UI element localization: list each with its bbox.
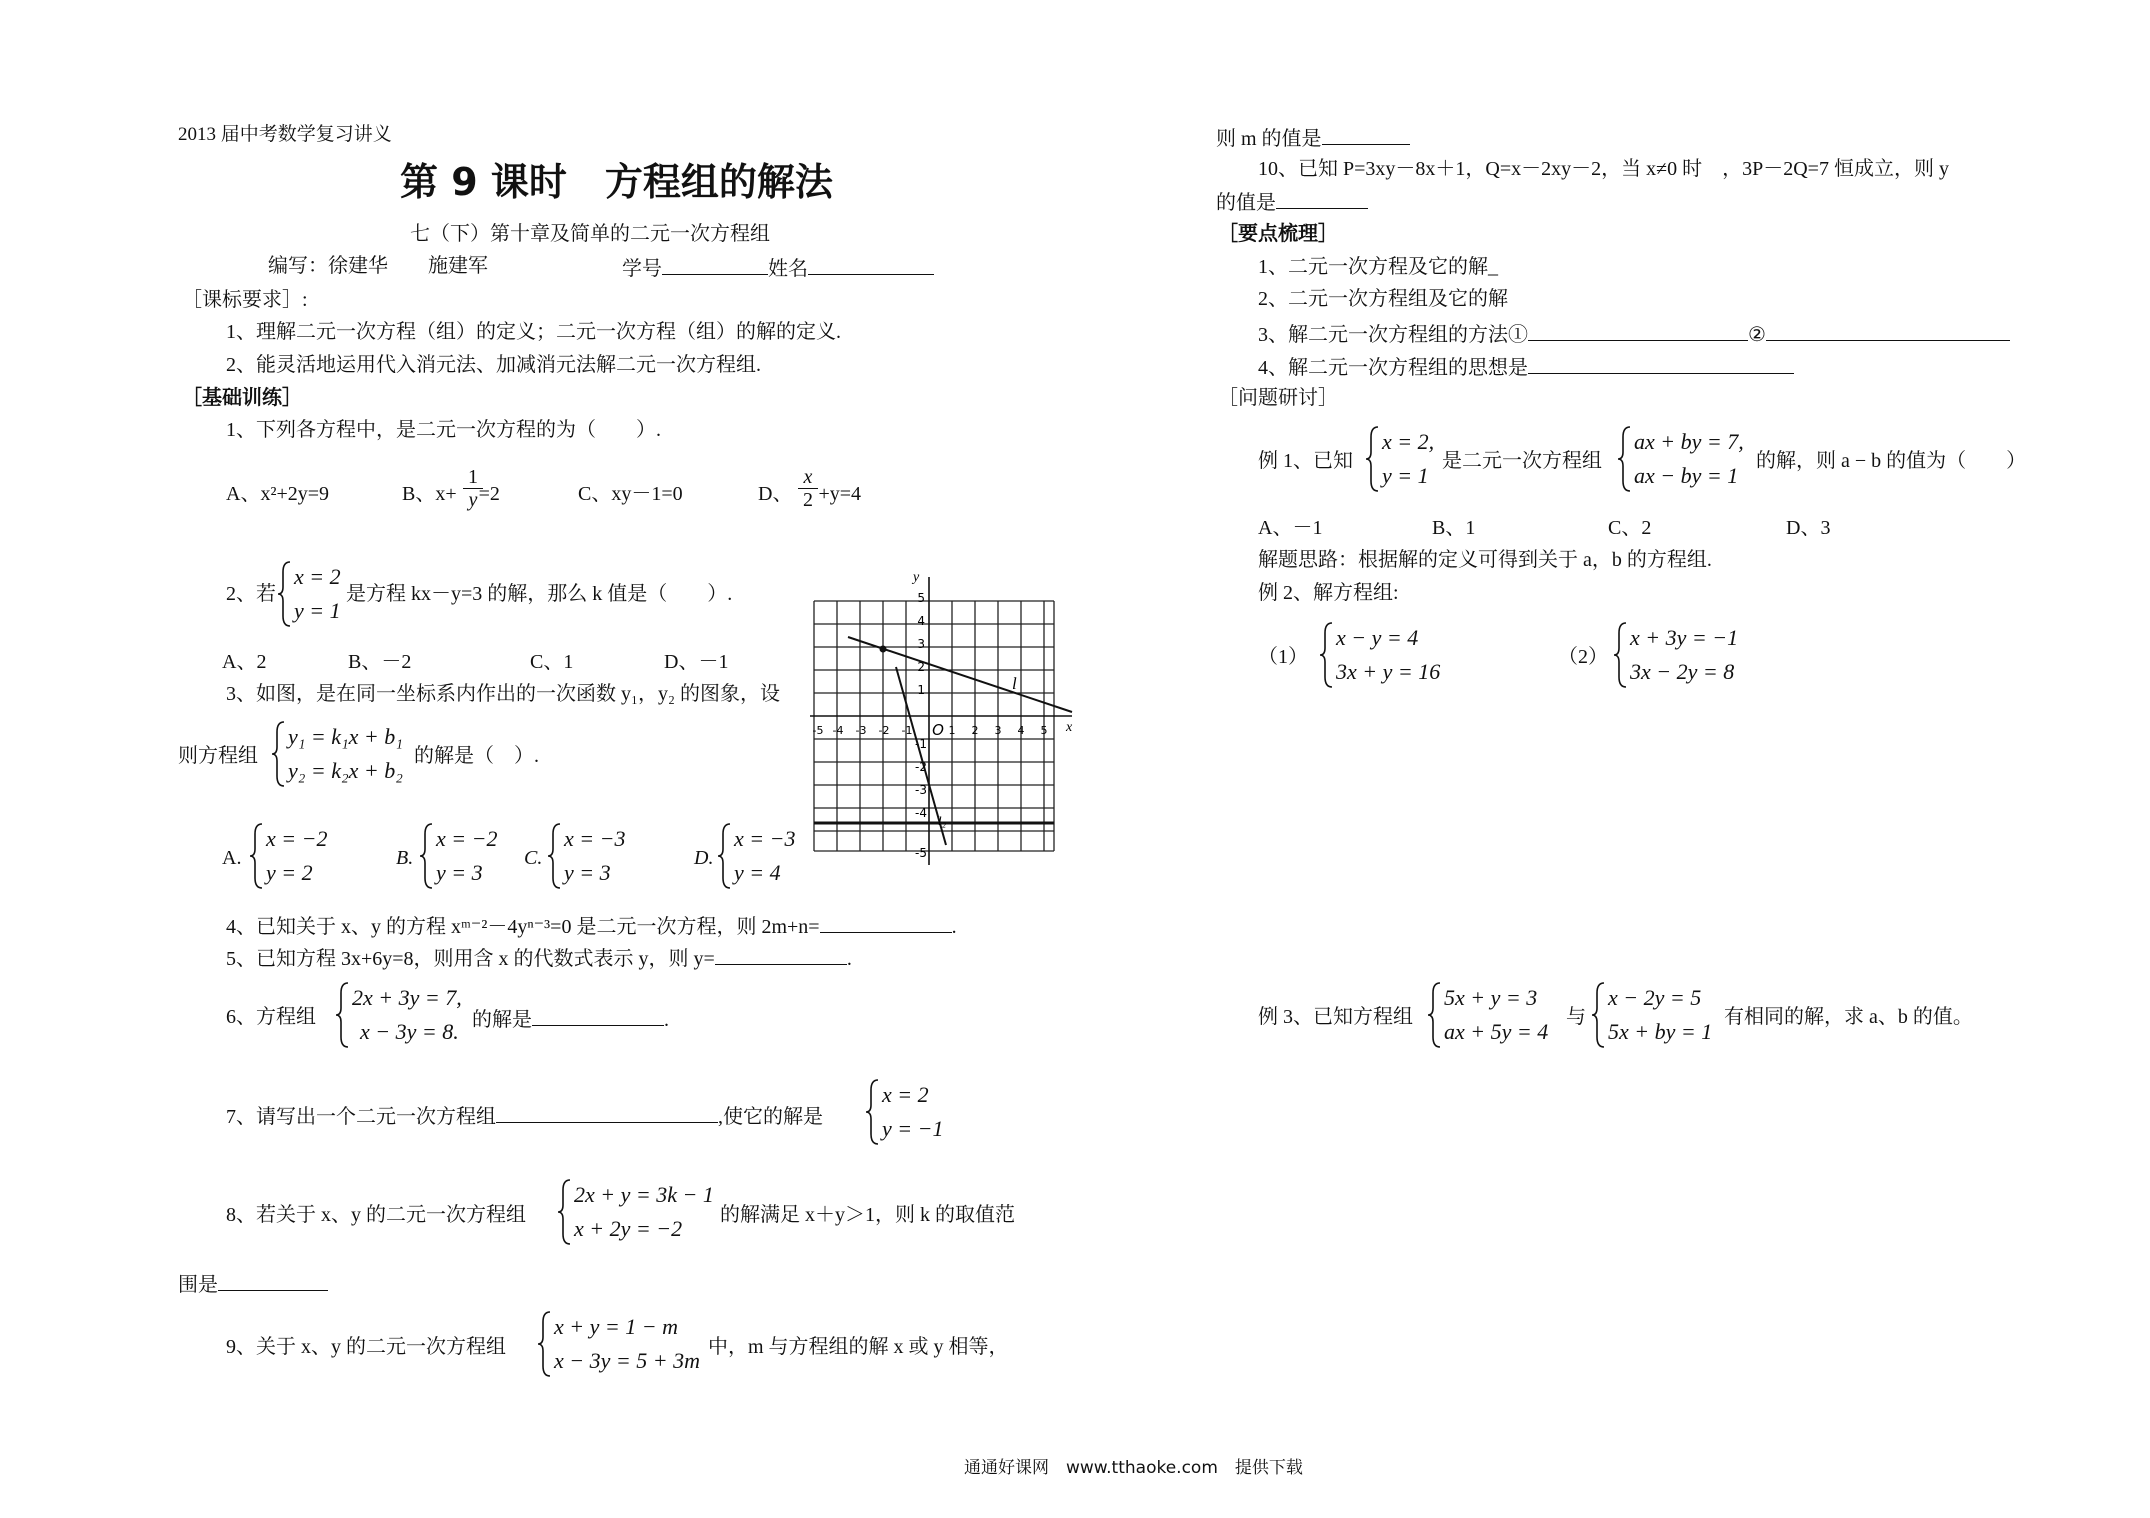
example-1-pre: 例 1、已知 (1258, 450, 1353, 472)
q4-period: . (951, 916, 957, 938)
q6-answer-blank[interactable] (532, 1005, 664, 1026)
ex1-option-c: C、2 (1608, 517, 1652, 539)
q7-answer-blank[interactable] (496, 1102, 718, 1123)
ex2-2-eq-2: 3x − 2y = 8 (1630, 659, 1735, 684)
q5-text: 5、已知方程 3x+6y=8，则用含 x 的代数式表示 y，则 y= (226, 948, 715, 970)
q9-eq-2: x − 3y = 5 + 3m (554, 1348, 700, 1373)
ex1-sys2-eq-2: ax − by = 1 (1634, 463, 1739, 488)
q1-d-fraction (798, 466, 818, 511)
q1-b-fraction (463, 466, 483, 511)
ex1-sys1-eq-1: x = 2, (1382, 429, 1435, 454)
point-3 (1258, 320, 2010, 347)
footer: 通通好课网 www.tthaoke.com 提供下载 (964, 1458, 1303, 1478)
question-9-pre: 9、关于 x、y 的二元一次方程组 (226, 1336, 506, 1358)
intersection-point (880, 646, 887, 653)
q9-continuation (1216, 124, 1410, 151)
x-tick: -1 (901, 724, 913, 737)
q3-d-eq-1: x = −3 (734, 826, 796, 851)
q2-option-c: C、1 (530, 651, 574, 673)
q5-answer-blank[interactable] (715, 944, 847, 965)
example-3-post: 有相同的解，求 a、b 的值。 (1724, 1006, 1973, 1028)
question-10-line2 (1216, 188, 1368, 215)
ex2-2-eq-1: x + 3y = −1 (1630, 625, 1739, 650)
example-2: 例 2、解方程组: (1258, 582, 1399, 604)
q4-text: 4、已知关于 x、y 的方程 xᵐ⁻²－4yⁿ⁻³=0 是二元一次方程，则 2m+n= (226, 916, 820, 938)
question-6-pre: 6、方程组 (226, 1006, 316, 1028)
q3-option-c-label: C. (524, 847, 543, 869)
y-axis-label: y (913, 570, 920, 585)
question-4 (226, 912, 957, 939)
q2-option-a: A、2 (222, 651, 267, 673)
q1-d-denominator: 2 (803, 489, 813, 511)
y-tick: 2 (917, 660, 925, 674)
q1-b-denominator: y (468, 489, 478, 511)
ex1-hint: 解题思路：根据解的定义可得到关于 a，b 的方程组. (1258, 549, 1712, 571)
ex3-system-2 (1590, 981, 1720, 1049)
student-id-blank[interactable] (662, 254, 768, 275)
ex3-sys1-eq-2: ax + 5y = 4 (1444, 1019, 1549, 1044)
q1-option-c: C、xy－1=0 (578, 483, 683, 505)
q1-d-post: +y=4 (818, 483, 862, 505)
q9-cont-text: 则 m 的值是 (1216, 128, 1322, 150)
question-3-pre: 则方程组 (178, 745, 258, 767)
q7-pre: 7、请写出一个二元一次方程组 (226, 1106, 496, 1128)
example-3-pre: 例 3、已知方程组 (1258, 1006, 1413, 1028)
example-1-post: 的解，则 a − b 的值为（ ） (1756, 450, 2027, 472)
ex2-system-1 (1318, 621, 1458, 689)
student-id-label: 学号 (622, 258, 662, 280)
q2-system (276, 560, 356, 628)
x-axis-label: x (1066, 720, 1073, 735)
q3-eq-1: y₁ = k₁x + b₁ (288, 724, 403, 749)
q3-option-d-label: D. (694, 847, 714, 869)
q3-option-d-system (716, 822, 816, 890)
q3-d-eq-2: y = 4 (734, 860, 781, 885)
q6-period: . (664, 1009, 669, 1031)
q8-answer-blank[interactable] (218, 1270, 328, 1291)
y-tick: -5 (915, 846, 927, 860)
point-3-blank-2[interactable] (1766, 320, 2010, 341)
q3-eq-2: y₂ = k₂x + b₂ (288, 758, 403, 783)
q3-a-eq-1: x = −2 (266, 826, 328, 851)
syllabus-item-2: 2、能灵活地运用代入消元法、加减消元法解二元一次方程组. (226, 354, 761, 376)
y-tick: -3 (915, 783, 927, 797)
q3-a-eq-2: y = 2 (266, 860, 313, 885)
ex2-system-2 (1612, 621, 1752, 689)
q1-b-post: =2 (478, 483, 500, 505)
q1-d-numerator: x (798, 466, 818, 489)
q2-option-b: B、－2 (348, 651, 412, 673)
points-heading: ［要点梳理］ (1218, 221, 1338, 245)
q7-eq-2: y = −1 (882, 1116, 944, 1141)
q5-period: . (846, 948, 852, 970)
point-3-circle-2: ② (1748, 324, 1766, 346)
x-tick: 2 (971, 724, 979, 737)
ex2-label-1: （1） (1258, 646, 1308, 668)
question-8-post: 的解满足 x＋y＞1，则 k 的取值范 (720, 1204, 1015, 1226)
q1-b-pre: B、x+ (402, 483, 457, 505)
question-5 (226, 944, 852, 971)
x-tick: -2 (878, 724, 890, 737)
name-label: 姓名 (768, 258, 808, 280)
question-2-pre: 2、若 (226, 583, 276, 605)
q3-option-c-system (546, 822, 646, 890)
ex1-sys2-eq-1: ax + by = 7, (1634, 429, 1744, 454)
q1-b-numerator: 1 (463, 466, 483, 489)
q8-line2-text: 围是 (178, 1274, 218, 1296)
q6-system (334, 981, 474, 1049)
q1-option-b (402, 482, 500, 506)
q7-post: ,使它的解是 (718, 1106, 823, 1128)
q2-eq-2: y = 1 (294, 598, 341, 623)
q8-eq-1: 2x + y = 3k − 1 (574, 1182, 714, 1207)
y-tick: -4 (915, 806, 927, 820)
ex1-option-b: B、1 (1432, 517, 1476, 539)
q6-eq-2: x − 3y = 8. (360, 1019, 459, 1044)
q10-line2-text: 的值是 (1216, 192, 1276, 214)
x-tick: -4 (832, 724, 844, 737)
y-tick: -1 (915, 737, 927, 751)
syllabus-heading: ［课标要求］: (182, 289, 308, 311)
point-3-blank-1[interactable] (1528, 320, 1748, 341)
subtitle: 七（下）第十章及简单的二元一次方程组 (410, 223, 770, 245)
question-3-post: 的解是（ ）. (414, 745, 539, 767)
point-4-text: 4、解二元一次方程组的思想是 (1258, 357, 1528, 379)
syllabus-item-1: 1、理解二元一次方程（组）的定义；二元一次方程（组）的解的定义. (226, 321, 841, 343)
y-tick: 5 (917, 591, 925, 605)
coordinate-graph (810, 565, 1080, 865)
q3-option-b-label: B. (396, 847, 414, 869)
header-text: 2013 届中考数学复习讲义 (178, 124, 392, 145)
x-tick-labels (813, 721, 1048, 739)
x-tick: 4 (1017, 724, 1025, 737)
q3-option-a-system (248, 822, 348, 890)
question-7 (226, 1102, 823, 1129)
ex2-1-eq-2: 3x + y = 16 (1336, 659, 1441, 684)
line-1-label: l (1012, 674, 1017, 693)
x-tick-origin: O (932, 721, 944, 739)
point-4-blank[interactable] (1528, 353, 1794, 374)
ex3-sys1-eq-1: 5x + y = 3 (1444, 985, 1538, 1010)
name-blank[interactable] (808, 254, 934, 275)
ex1-system-1 (1364, 425, 1444, 493)
q7-system (864, 1078, 964, 1146)
student-id-field (622, 254, 934, 281)
x-tick: 3 (994, 724, 1002, 737)
ex1-option-a: A、－1 (1258, 517, 1323, 539)
q3-b-eq-2: y = 3 (436, 860, 483, 885)
point-3-text: 3、解二元一次方程组的方法① (1258, 324, 1528, 346)
q8-eq-2: x + 2y = −2 (574, 1216, 683, 1241)
study-heading: ［问题研讨］ (1218, 387, 1338, 409)
y-tick: 4 (917, 614, 925, 628)
ex2-label-2: （2） (1558, 646, 1608, 668)
q3-c-eq-2: y = 3 (564, 860, 611, 885)
q7-eq-1: x = 2 (882, 1082, 929, 1107)
point-1: 1、二元一次方程及它的解_ (1258, 256, 1498, 278)
ex2-1-eq-1: x − y = 4 (1336, 625, 1419, 650)
basics-heading: ［基础训练］ (182, 385, 302, 409)
q3-option-b-system (418, 822, 518, 890)
example-3-mid: 与 (1566, 1006, 1586, 1028)
q9-eq-1: x + y = 1 − m (554, 1314, 678, 1339)
q3-option-a-label: A. (222, 847, 242, 869)
question-6-post (472, 1005, 669, 1032)
q9-system (536, 1310, 706, 1378)
question-3-line1: 3、如图，是在同一坐标系内作出的一次函数 y₁，y₂ 的图象，设 (226, 683, 780, 705)
q10-answer-blank[interactable] (1276, 188, 1368, 209)
q8-system (556, 1178, 716, 1246)
authors-text: 编写：徐建华 施建军 (268, 255, 488, 277)
question-1: 1、下列各方程中，是二元一次方程的为（ ）. (226, 419, 661, 441)
q3-b-eq-1: x = −2 (436, 826, 498, 851)
q6-eq-1: 2x + 3y = 7, (352, 985, 462, 1010)
q6-post-text: 的解是 (472, 1009, 532, 1031)
question-2-post: 是方程 kx－y=3 的解，那么 k 值是（ ）. (346, 583, 733, 605)
point-4 (1258, 353, 1794, 380)
q3-c-eq-1: x = −3 (564, 826, 626, 851)
q2-eq-1: x = 2 (294, 564, 341, 589)
x-tick: 1 (948, 724, 956, 737)
question-8-line2 (178, 1270, 328, 1297)
y-tick: -2 (915, 760, 927, 774)
q1-option-a: A、x²+2y=9 (226, 483, 329, 505)
point-2: 2、二元一次方程组及它的解 (1258, 288, 1508, 310)
ex3-sys2-eq-1: x − 2y = 5 (1608, 985, 1702, 1010)
question-9-post: 中，m 与方程组的解 x 或 y 相等， (708, 1336, 1009, 1358)
ex1-sys1-eq-2: y = 1 (1382, 463, 1429, 488)
q4-answer-blank[interactable] (820, 912, 952, 933)
q2-option-d: D、－1 (664, 651, 729, 673)
x-tick: -5 (812, 724, 824, 737)
authors (268, 254, 488, 278)
ex1-option-d: D、3 (1786, 517, 1831, 539)
ex3-system-1 (1426, 981, 1556, 1049)
y-tick: 1 (917, 683, 925, 697)
y-tick-labels (915, 591, 927, 860)
question-8-pre: 8、若关于 x、y 的二元一次方程组 (226, 1204, 526, 1226)
question-10: 10、已知 P=3xy－8x＋1，Q=x－2xy－2，当 x≠0 时 ，3P－2Q=7 恒成立，则 y (1258, 158, 1949, 180)
ex3-sys2-eq-2: 5x + by = 1 (1608, 1019, 1713, 1044)
example-1-mid: 是二元一次方程组 (1442, 450, 1602, 472)
ex1-system-2 (1616, 425, 1756, 493)
x-tick: -3 (855, 724, 867, 737)
line-2-label: l₂ (938, 813, 947, 828)
q9-answer-blank[interactable] (1322, 124, 1410, 145)
x-tick: 5 (1040, 724, 1048, 737)
q1-d-pre: D、 (758, 483, 793, 505)
q3-system (270, 720, 410, 788)
page-title: 第 9 课时 方程组的解法 (400, 160, 833, 204)
y-tick: 3 (917, 637, 925, 651)
